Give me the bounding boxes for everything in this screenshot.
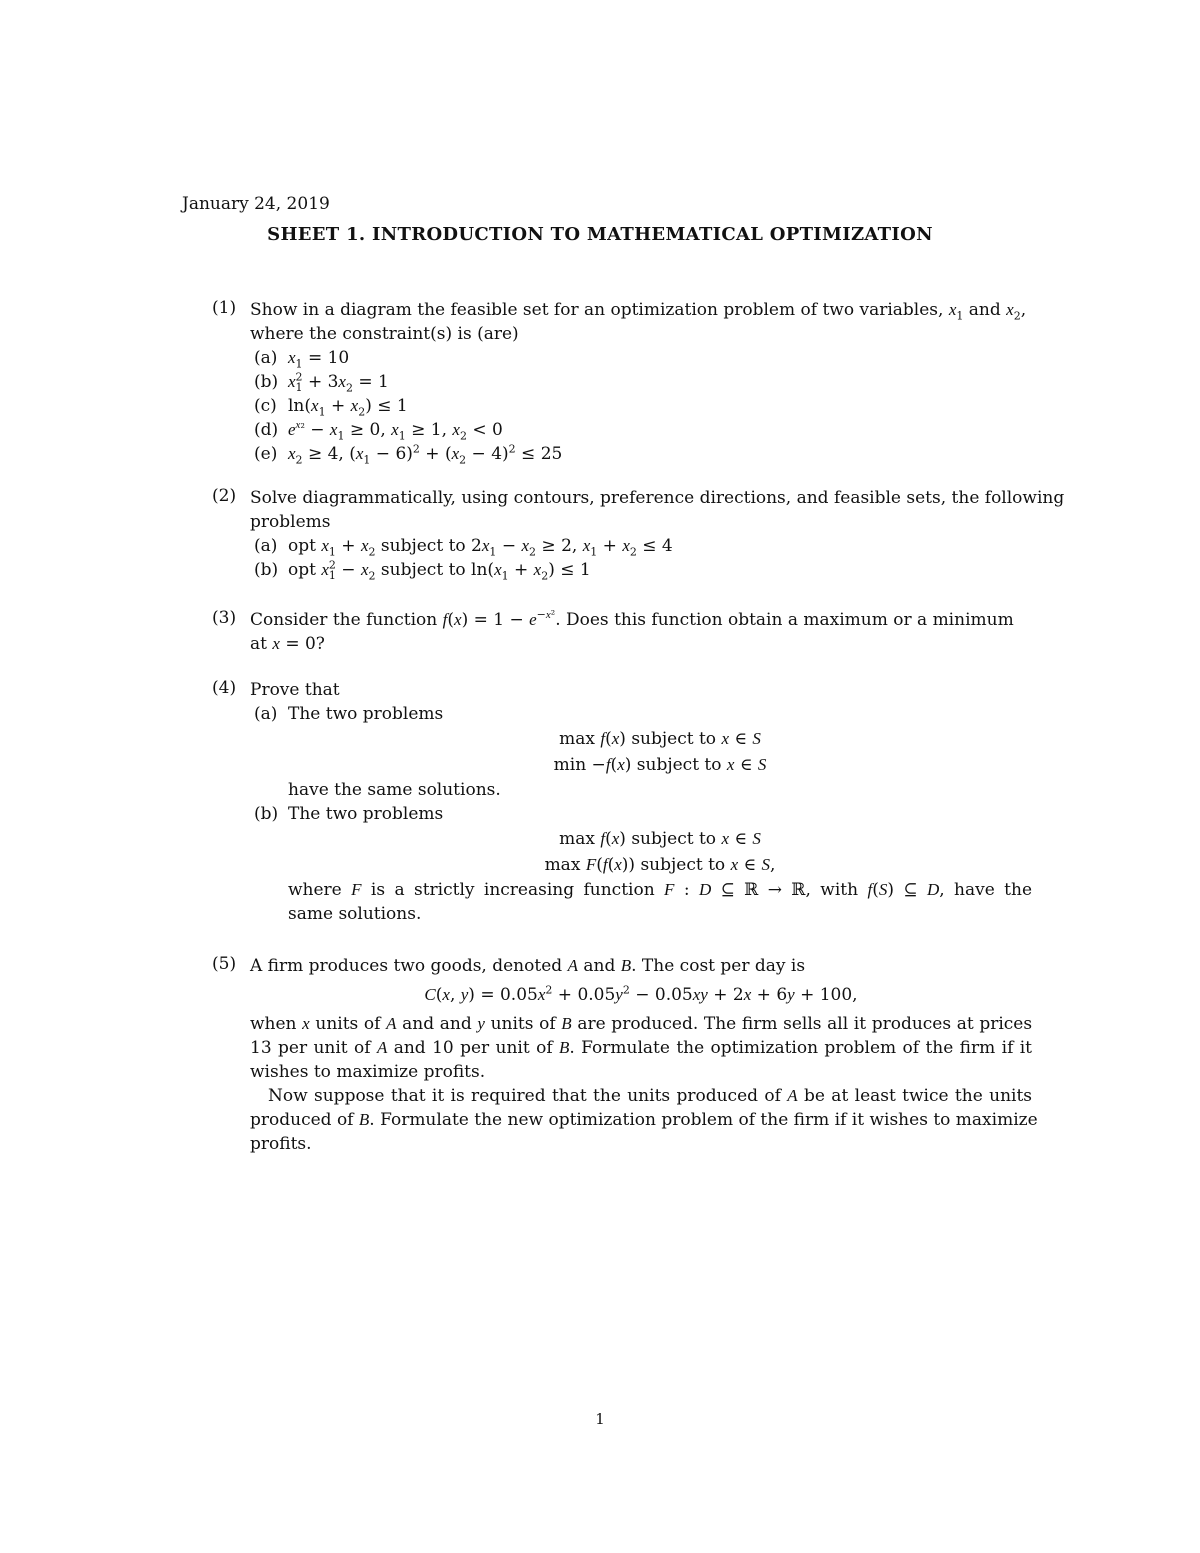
problem-text: problems (250, 512, 331, 532)
problem-text: have the same solutions. (288, 780, 501, 800)
sub-item-c: (c) $\ln(x_1 + x_2) \le 1$ (254, 396, 408, 419)
display-equation: max f(x) subject to x ∈ S (559, 829, 761, 849)
page-number: 1 (595, 1410, 605, 1428)
problem-text: Prove that (250, 680, 340, 700)
problem-4 (212, 678, 1032, 926)
problem-text: Now suppose that it is required that the units produced of A be at least twice the units (268, 1086, 1033, 1106)
sub-item-a: (a) $x_1 = 10$ (254, 348, 350, 371)
problem-number: (3) (212, 608, 237, 628)
problem-3 (212, 608, 1032, 656)
cost-equation: C(x, $y) = 0.05x^2 + 0.05y^2 - 0.05xy + 2x + 6y + 100$, (424, 983, 858, 1005)
display-equation: max F(f(x)) subject to x ∈ S, (544, 855, 776, 875)
problem-text: when x units of A and and y units of B are produced. The firm sells all it produces at prices (250, 1014, 1033, 1034)
sub-item-a: (a) opt $x_1 + x_2$ subject to $2x_1 - x_2 \ge 2$, $x_1 + x_2 \le 4$ (254, 536, 673, 559)
problem-number: (1) (212, 298, 237, 318)
problem-number: (4) (212, 678, 237, 698)
sub-item-b: (b) $x^2_1 + 3x_2 = 1$ (254, 370, 389, 395)
problem-text: A firm produces two goods, denoted A and B. The cost per day is (250, 956, 806, 976)
display-equation: min −f(x) subject to x ∈ S (553, 755, 767, 775)
problem-text: where the constraint(s) is (are) (250, 324, 519, 344)
problem-text: wishes to maximize profits. (250, 1062, 486, 1082)
problem-text: 13 per unit of A and 10 per unit of B. Formulate the optimization problem of the firm if it (250, 1038, 1033, 1058)
display-equation: max f(x) subject to x ∈ S (559, 729, 761, 749)
problem-text: where F is a strictly increasing function F : D ⊆ ℝ → ℝ, with f(S) ⊆ D, have the (288, 880, 1033, 900)
sub-item-b: (b) The two problems (254, 804, 444, 824)
problem-text: Show in a diagram the feasible set for an optimization problem of two variables, $x_1$ and $x_2$, (250, 300, 1027, 323)
sub-item-e: (e) $x_2 \ge 4$, $(x_1 - 6)^2 + (x_2 - 4)^2 \le 25$ (254, 442, 563, 467)
problem-number: (2) (212, 486, 237, 506)
problem-5 (212, 954, 1038, 1156)
problem-text: produced of B. Formulate the new optimization problem of the firm if it wishes to maximize (250, 1110, 1038, 1130)
problem-2 (212, 486, 1065, 583)
sub-item-b: (b) opt $x^2_1 - x_2$ subject to $\ln(x_1 + x_2) \le 1$ (254, 558, 591, 583)
problem-text: same solutions. (288, 904, 422, 924)
problem-number: (5) (212, 954, 237, 974)
problem-1 (212, 298, 1032, 466)
document-date: January 24, 2019 (182, 194, 330, 214)
sub-item-d: (d) $e^{x_2} - x_1 \ge 0$, $x_1 \ge 1$, $x_2 < 0$ (254, 418, 503, 443)
problem-text: Consider the function $f(x) = 1 - e^{-x^2}$. Does this function obtain a maximum or a minimum (250, 608, 1014, 630)
sub-item-a: (a) The two problems (254, 704, 444, 724)
sheet-title: SHEET 1. INTRODUCTION TO MATHEMATICAL OPTIMIZATION (267, 224, 933, 245)
problem-text: profits. (250, 1134, 312, 1154)
problem-text: Solve diagrammatically, using contours, preference directions, and feasible sets, the following (250, 488, 1065, 508)
problem-text: at x = 0? (250, 634, 325, 654)
